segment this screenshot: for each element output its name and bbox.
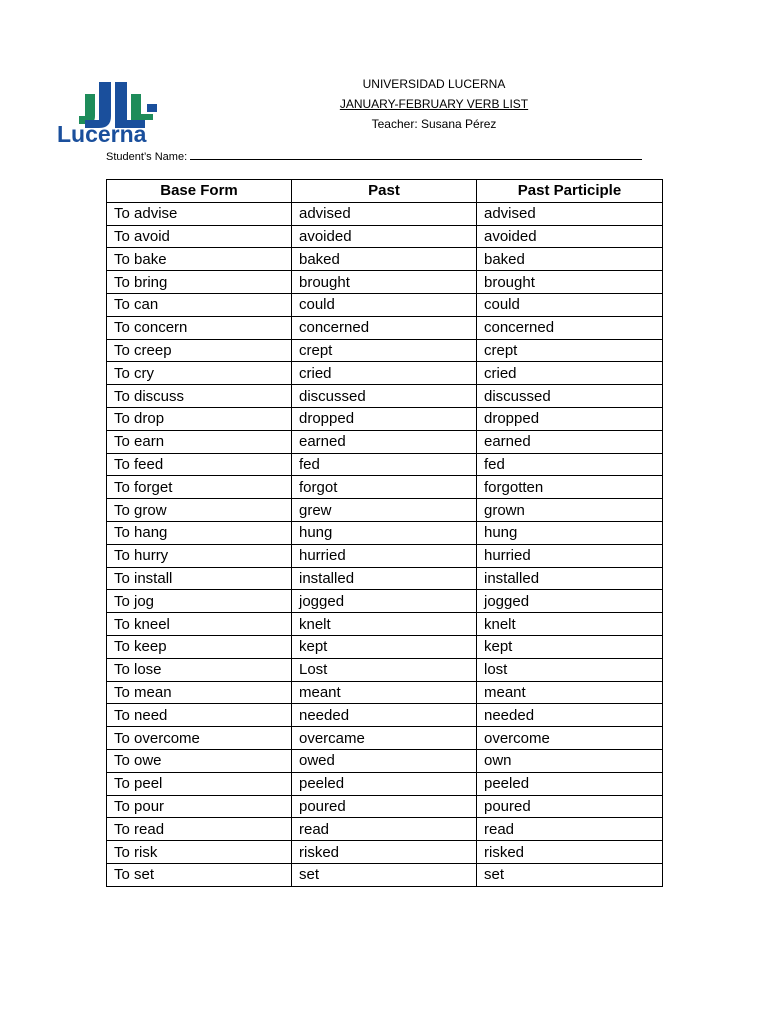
past-cell: brought [292, 271, 477, 294]
table-row [107, 567, 663, 590]
past-cell: discussed [292, 385, 477, 408]
table-row [107, 727, 663, 750]
base-form-cell: To keep [107, 635, 292, 658]
base-form-cell: To pour [107, 795, 292, 818]
teacher-name: Teacher: Susana Pérez [371, 117, 497, 131]
student-name-label: Student’s Name: [106, 151, 188, 163]
table-row [107, 293, 663, 316]
table-row [107, 316, 663, 339]
past-participle-cell: brought [477, 271, 663, 294]
table-row [107, 385, 663, 408]
base-form-cell: To kneel [107, 613, 292, 636]
base-form-cell: To mean [107, 681, 292, 704]
verb-table [106, 179, 663, 887]
table-row [107, 749, 663, 772]
past-cell: risked [292, 841, 477, 864]
table-row [107, 202, 663, 225]
past-cell: overcame [292, 727, 477, 750]
student-name-line[interactable] [190, 148, 642, 160]
logo-graphic [55, 76, 183, 146]
table-row [107, 248, 663, 271]
past-participle-cell: kept [477, 635, 663, 658]
table-row [107, 407, 663, 430]
past-cell: installed [292, 567, 477, 590]
list-title: JANUARY-FEBRUARY VERB LIST [339, 97, 529, 111]
past-participle-cell: meant [477, 681, 663, 704]
past-participle-cell: concerned [477, 316, 663, 339]
base-form-cell: To feed [107, 453, 292, 476]
base-form-cell: To need [107, 704, 292, 727]
past-cell: hurried [292, 544, 477, 567]
base-form-cell: To concern [107, 316, 292, 339]
base-form-cell: To hurry [107, 544, 292, 567]
past-cell: forgot [292, 476, 477, 499]
past-cell: meant [292, 681, 477, 704]
past-participle-cell: poured [477, 795, 663, 818]
table-row [107, 271, 663, 294]
table-row [107, 704, 663, 727]
past-cell: knelt [292, 613, 477, 636]
base-form-cell: To drop [107, 407, 292, 430]
past-participle-cell: dropped [477, 407, 663, 430]
past-participle-cell: own [477, 749, 663, 772]
base-form-cell: To bake [107, 248, 292, 271]
header-past-participle: Past Participle [477, 180, 663, 203]
base-form-cell: To install [107, 567, 292, 590]
base-form-cell: To creep [107, 339, 292, 362]
header-past: Past [292, 180, 477, 203]
past-cell: could [292, 293, 477, 316]
past-participle-cell: earned [477, 430, 663, 453]
document-header [300, 74, 568, 134]
past-participle-cell: advised [477, 202, 663, 225]
past-participle-cell: risked [477, 841, 663, 864]
base-form-cell: To discuss [107, 385, 292, 408]
past-cell: owed [292, 749, 477, 772]
past-cell: peeled [292, 772, 477, 795]
past-participle-cell: peeled [477, 772, 663, 795]
base-form-cell: To jog [107, 590, 292, 613]
table-row [107, 613, 663, 636]
past-participle-cell: read [477, 818, 663, 841]
past-participle-cell: jogged [477, 590, 663, 613]
base-form-cell: To cry [107, 362, 292, 385]
base-form-cell: To set [107, 863, 292, 886]
table-row [107, 476, 663, 499]
past-cell: cried [292, 362, 477, 385]
table-row [107, 795, 663, 818]
past-participle-cell: discussed [477, 385, 663, 408]
past-cell: advised [292, 202, 477, 225]
past-cell: jogged [292, 590, 477, 613]
table-row [107, 658, 663, 681]
past-cell: hung [292, 521, 477, 544]
past-participle-cell: could [477, 293, 663, 316]
past-participle-cell: fed [477, 453, 663, 476]
base-form-cell: To lose [107, 658, 292, 681]
past-participle-cell: hurried [477, 544, 663, 567]
table-row [107, 453, 663, 476]
past-cell: grew [292, 499, 477, 522]
past-cell: earned [292, 430, 477, 453]
lucerna-logo [55, 76, 183, 146]
past-participle-cell: hung [477, 521, 663, 544]
verb-table-body [107, 202, 663, 886]
table-row [107, 635, 663, 658]
table-row [107, 818, 663, 841]
table-row [107, 681, 663, 704]
base-form-cell: To hang [107, 521, 292, 544]
past-participle-cell: installed [477, 567, 663, 590]
past-cell: poured [292, 795, 477, 818]
past-participle-cell: crept [477, 339, 663, 362]
table-row [107, 590, 663, 613]
table-row [107, 863, 663, 886]
base-form-cell: To forget [107, 476, 292, 499]
base-form-cell: To earn [107, 430, 292, 453]
past-cell: crept [292, 339, 477, 362]
past-cell: read [292, 818, 477, 841]
base-form-cell: To peel [107, 772, 292, 795]
base-form-cell: To avoid [107, 225, 292, 248]
student-name-row [106, 148, 661, 163]
past-participle-cell: set [477, 863, 663, 886]
past-cell: fed [292, 453, 477, 476]
table-row [107, 339, 663, 362]
past-participle-cell: overcome [477, 727, 663, 750]
table-row [107, 772, 663, 795]
table-row [107, 362, 663, 385]
past-cell: set [292, 863, 477, 886]
institution-name: UNIVERSIDAD LUCERNA [362, 77, 506, 91]
past-participle-cell: grown [477, 499, 663, 522]
base-form-cell: To risk [107, 841, 292, 864]
table-row [107, 841, 663, 864]
base-form-cell: To grow [107, 499, 292, 522]
table-row [107, 499, 663, 522]
table-row [107, 225, 663, 248]
base-form-cell: To advise [107, 202, 292, 225]
table-header-row [107, 180, 663, 203]
base-form-cell: To read [107, 818, 292, 841]
past-participle-cell: cried [477, 362, 663, 385]
past-cell: Lost [292, 658, 477, 681]
past-cell: concerned [292, 316, 477, 339]
base-form-cell: To owe [107, 749, 292, 772]
past-participle-cell: needed [477, 704, 663, 727]
past-participle-cell: knelt [477, 613, 663, 636]
past-cell: kept [292, 635, 477, 658]
past-cell: avoided [292, 225, 477, 248]
table-row [107, 544, 663, 567]
past-cell: needed [292, 704, 477, 727]
past-participle-cell: lost [477, 658, 663, 681]
base-form-cell: To overcome [107, 727, 292, 750]
past-cell: dropped [292, 407, 477, 430]
table-row [107, 521, 663, 544]
past-participle-cell: forgotten [477, 476, 663, 499]
table-row [107, 430, 663, 453]
logo-text: Lucerna [57, 121, 147, 146]
past-cell: baked [292, 248, 477, 271]
header-base-form: Base Form [107, 180, 292, 203]
past-participle-cell: baked [477, 248, 663, 271]
past-participle-cell: avoided [477, 225, 663, 248]
base-form-cell: To bring [107, 271, 292, 294]
base-form-cell: To can [107, 293, 292, 316]
